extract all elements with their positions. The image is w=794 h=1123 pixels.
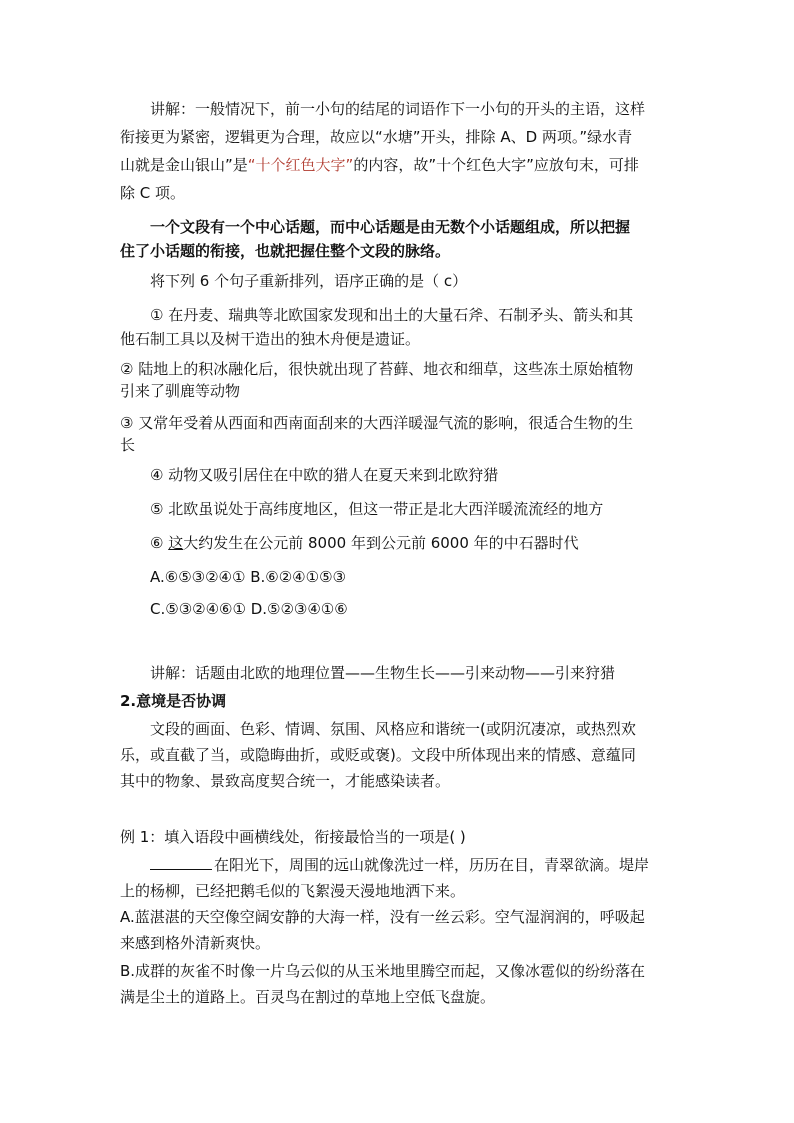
sentence-2-line1: ② 陆地上的积冰融化后，很快就出现了苔藓、地衣和细草，这些冻土原始植物 (120, 360, 634, 378)
sentence-1-line2: 他石制工具以及树干造出的独木舟便是遗证。 (120, 330, 421, 348)
sentence-2-line2: 引来了驯鹿等动物 (120, 382, 241, 400)
explain2: 讲解：话题由北欧的地理位置——生物生长——引来动物——引来狩猎 (150, 664, 616, 682)
sentence-6-prefix: ⑥ (150, 534, 169, 552)
section2-line1: 文段的画面、色彩、情调、氛围、风格应和谐统一(或阴沉凄凉，或热烈欢 (150, 720, 636, 738)
option-a-line1: A.蓝湛湛的天空像空阔安静的大海一样，没有一丝云彩。空气湿润润的，呼吸起 (120, 908, 645, 926)
question-stem: 将下列 6 个句子重新排列，语序正确的是（ c） (150, 272, 468, 290)
explain1-line3a: 山就是金山银山”是 (120, 156, 248, 174)
bold-para-line2: 住了小话题的衔接，也就把握住整个文段的脉络。 (120, 242, 451, 260)
sentence-1-line1: ① 在丹麦、瑞典等北欧国家发现和出土的大量石斧、石制矛头、箭头和其 (150, 306, 634, 324)
sentence-6 (150, 532, 579, 554)
example1-text-line1 (150, 854, 649, 876)
sentence-6-underlined: 这 (168, 534, 184, 552)
section2-line2: 乐，或直截了当，或隐晦曲折，或贬或褒)。文段中所体现出来的情感、意蕴同 (120, 746, 636, 764)
example1-text-line1-content: 在阳光下，周围的远山就像洗过一样，历历在目，青翠欲滴。堤岸 (214, 856, 650, 874)
explain1-line2: 衔接更为紧密，逻辑更为合理，故应以“水塘”开头，排除 A、D 两项。”绿水青 (120, 128, 633, 146)
example1-title: 例 1：填入语段中画横线处，衔接最恰当的一项是( ) (120, 828, 466, 846)
option-b-line1: B.成群的灰雀不时像一片乌云似的从玉米地里腾空而起，又像冰雹似的纷纷落在 (120, 962, 646, 980)
explain1-line4: 除 C 项。 (120, 184, 186, 202)
sentence-6-rest: 大约发生在公元前 8000 年到公元前 6000 年的中石器时代 (183, 534, 579, 552)
sentence-3-line2: 长 (120, 436, 136, 454)
section2-line3: 其中的物象、景致高度契合统一，才能感染读者。 (120, 772, 451, 790)
section2-heading: 2.意境是否协调 (120, 692, 227, 710)
sentence-3-line1: ③ 又常年受着从西面和西南面刮来的大西洋暖湿气流的影响，很适合生物的生 (120, 414, 634, 432)
explain1-highlight: “十个红色大字” (247, 156, 354, 174)
explain1-line1: 讲解：一般情况下，前一小句的结尾的词语作下一小句的开头的主语，这样 (150, 100, 646, 118)
option-a-line2: 来感到格外清新爽快。 (120, 934, 271, 952)
explain1-line3c: 的内容，故”十个红色大字”应放句末，可排 (353, 156, 639, 174)
options-cd: C.⑤③②④⑥① D.⑤②③④①⑥ (150, 600, 348, 618)
fill-blank (150, 855, 212, 870)
bold-para-line1: 一个文段有一个中心话题，而中心话题是由无数个小话题组成，所以把握 (150, 218, 631, 236)
example1-text-line2: 上的杨柳，已经把鹅毛似的飞絮漫天漫地地洒下来。 (120, 882, 466, 900)
sentence-4: ④ 动物又吸引居住在中欧的猎人在夏天来到北欧狩猎 (150, 466, 499, 484)
sentence-5: ⑤ 北欧虽说处于高纬度地区，但这一带正是北大西洋暖流流经的地方 (150, 500, 604, 518)
options-ab: A.⑥⑤③②④① B.⑥②④①⑤③ (150, 568, 346, 586)
option-b-line2: 满是尘土的道路上。百灵鸟在割过的草地上空低飞盘旋。 (120, 988, 496, 1006)
explain1-line3 (120, 154, 639, 176)
